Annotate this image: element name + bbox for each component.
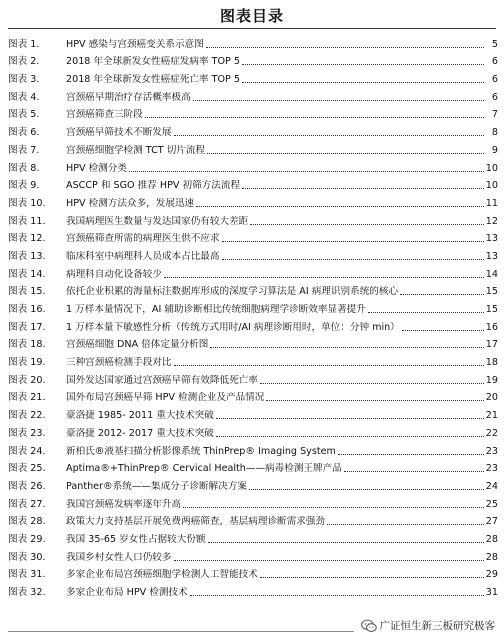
toc-leader-dots: [216, 418, 484, 419]
toc-entry[interactable]: [8, 104, 498, 122]
toc-entry[interactable]: [8, 68, 498, 86]
toc-entry[interactable]: [8, 139, 498, 157]
toc-leader-dots: [327, 524, 484, 525]
toc-entry-title: 病理科自动化设备较少: [66, 268, 162, 280]
toc-entry[interactable]: [8, 157, 498, 175]
toc-entry[interactable]: [8, 316, 498, 334]
toc-entry-label: 图表 15.: [8, 286, 46, 298]
toc-leader-dots: [242, 188, 484, 189]
toc-entry-title: 多家企业布局 HPV 检测技术: [66, 587, 188, 598]
toc-entry-label: 图表 32.: [8, 587, 46, 598]
toc-leader-dots: [129, 171, 484, 172]
toc-entry[interactable]: [8, 210, 498, 228]
toc-entry-title: 国外发达国家通过宫颈癌早筛有效降低死亡率: [66, 374, 258, 386]
toc-entry-label: 图表 24.: [8, 445, 46, 457]
toc-entry-title: 1 万样本量下敏感性分析（传统方式用时/AI 病理诊断用时，单位：分钟 min）: [66, 321, 400, 333]
toc-entry-label: 图表 30.: [8, 551, 46, 563]
toc-entry-title: 2018 年全球新发女性癌症发病率 TOP 5: [66, 56, 240, 68]
toc-entry-page: 12: [485, 215, 498, 227]
toc-entry[interactable]: [8, 528, 498, 546]
toc-leader-dots: [250, 224, 484, 225]
toc-entry-label: 图表 2.: [8, 56, 40, 68]
toc-leader-dots: [402, 330, 484, 331]
toc-entry-title: 豪洛捷 2012- 2017 重大技术突破: [66, 427, 214, 439]
toc-leader-dots: [207, 153, 484, 154]
toc-entry[interactable]: [8, 564, 498, 582]
toc-entry[interactable]: [8, 458, 498, 476]
toc-leader-dots: [368, 312, 484, 313]
toc-entry-label: 图表 5.: [8, 109, 40, 121]
toc-entry-label: 图表 8.: [8, 162, 40, 174]
toc-entry-title: 宫颈癌早筛技术不断发展: [66, 127, 172, 139]
toc-list: [8, 33, 498, 599]
toc-leader-dots: [260, 577, 484, 578]
toc-entry-title: 国外布局宫颈癌早筛 HPV 检测企业及产品情况: [66, 392, 265, 404]
toc-entry-title: 我国宫颈癌发病率逐年升高: [66, 498, 182, 510]
toc-entry[interactable]: [8, 475, 498, 493]
toc-leader-dots: [249, 489, 484, 490]
toc-leader-dots: [145, 117, 484, 118]
toc-entry[interactable]: [8, 263, 498, 281]
toc-leader-dots: [190, 595, 484, 596]
toc-entry-page: 15: [485, 304, 498, 315]
toc-entry-page: 14: [485, 268, 498, 280]
toc-entry-page: 17: [485, 339, 498, 351]
toc-entry-label: 图表 11.: [8, 215, 46, 227]
toc-entry-page: 28: [485, 533, 498, 545]
toc-entry[interactable]: [8, 369, 498, 387]
toc-entry-label: 图表 12.: [8, 233, 46, 245]
toc-entry-page: 7: [491, 109, 498, 121]
toc-entry[interactable]: [8, 581, 498, 599]
toc-entry-title: 我国 35-65 岁女性占据较大份额: [66, 533, 206, 545]
toc-entry-label: 图表 14.: [8, 268, 46, 280]
toc-entry-title: 我国乡村女性人口仍较多: [66, 551, 172, 563]
toc-entry[interactable]: [8, 351, 498, 369]
toc-entry[interactable]: [8, 440, 498, 458]
toc-entry[interactable]: [8, 281, 498, 299]
toc-entry[interactable]: [8, 422, 498, 440]
toc-entry[interactable]: [8, 245, 498, 263]
toc-entry-page: 6: [491, 74, 498, 86]
toc-entry-page: 6: [491, 91, 498, 103]
toc-entry-page: 20: [485, 392, 498, 404]
page-title: 图表目录: [219, 7, 284, 25]
toc-leader-dots: [400, 294, 484, 295]
toc-leader-dots: [242, 64, 484, 65]
toc-leader-dots: [210, 347, 483, 348]
toc-leader-dots: [174, 560, 484, 561]
toc-entry-page: 29: [485, 569, 498, 581]
toc-entry-label: 图表 1.: [8, 38, 40, 50]
toc-leader-dots: [164, 277, 484, 278]
toc-entry-label: 图表 26.: [8, 480, 46, 492]
toc-entry-page: 22: [485, 427, 498, 439]
toc-entry-page: 15: [485, 286, 498, 298]
toc-entry-title: 宫颈癌筛查所需的病理医生供不应求: [66, 233, 220, 245]
toc-entry-title: 宫颈癌早期治疗存活概率极高: [66, 91, 191, 103]
toc-entry-page: 19: [485, 374, 498, 386]
toc-entry[interactable]: [8, 228, 498, 246]
toc-leader-dots: [260, 383, 484, 384]
toc-entry-label: 图表 7.: [8, 144, 40, 156]
toc-leader-dots: [242, 82, 484, 83]
toc-entry-title: 宫颈癌筛查三阶段: [66, 109, 143, 121]
toc-leader-dots: [338, 454, 484, 455]
toc-entry-page: 23: [485, 463, 498, 475]
toc-entry-title: 2018 年全球新发女性癌症死亡率 TOP 5: [66, 74, 240, 86]
toc-entry-page: 5: [491, 38, 498, 50]
toc-entry-label: 图表 22.: [8, 410, 46, 422]
toc-leader-dots: [208, 542, 484, 543]
toc-entry-page: 8: [491, 127, 498, 139]
toc-entry-title: HPV 检测方法众多，发展迅速: [66, 197, 195, 209]
toc-entry-label: 图表 20.: [8, 374, 46, 386]
toc-entry-title: 豪洛捷 1985- 2011 重大技术突破: [66, 410, 214, 422]
toc-entry-page: 10: [485, 180, 498, 192]
toc-entry-label: 图表 23.: [8, 427, 46, 439]
toc-entry-title: 1 万样本量情况下，AI 辅助诊断相比传统细胞病理学诊断效率显著提升: [66, 304, 366, 315]
toc-entry-label: 图表 10.: [8, 197, 46, 209]
toc-entry-title: Panther®系统——集成分子诊断解决方案: [66, 480, 247, 492]
toc-entry-title: 多家企业布局宫颈癌细胞学检测人工智能技术: [66, 569, 258, 581]
toc-entry-label: 图表 28.: [8, 516, 46, 528]
toc-leader-dots: [266, 400, 483, 401]
toc-entry-label: 图表 18.: [8, 339, 46, 351]
toc-entry[interactable]: [8, 33, 498, 51]
toc-entry-label: 图表 25.: [8, 463, 46, 475]
toc-entry-page: 23: [485, 445, 498, 457]
toc-entry-page: 6: [491, 56, 498, 68]
toc-entry[interactable]: [8, 175, 498, 193]
toc-entry-title: HPV 检测分类: [66, 162, 127, 174]
toc-leader-dots: [183, 507, 484, 508]
watermark-text: 广证恒生新三板研究极客: [379, 620, 495, 632]
toc-entry-label: 图表 29.: [8, 533, 46, 545]
toc-entry-title: 我国病理医生数量与发达国家仍有较大差距: [66, 215, 249, 227]
toc-entry[interactable]: [8, 86, 498, 104]
toc-entry-label: 图表 19.: [8, 357, 46, 369]
toc-leader-dots: [174, 135, 484, 136]
toc-entry-label: 图表 21.: [8, 392, 46, 404]
toc-entry-page: 13: [485, 233, 498, 245]
toc-entry[interactable]: [8, 334, 498, 352]
toc-entry-label: 图表 9.: [8, 180, 40, 192]
toc-entry-page: 27: [485, 516, 498, 528]
toc-leader-dots: [206, 47, 484, 48]
toc-leader-dots: [193, 100, 484, 101]
toc-entry-title: ASCCP 和 SGO 推荐 HPV 初筛方法流程: [66, 180, 241, 192]
toc-leader-dots: [222, 259, 484, 260]
toc-leader-dots: [196, 206, 484, 207]
toc-entry-page: 18: [485, 357, 498, 369]
toc-entry-title: 宫颈癌细胞学检测 TCT 切片流程: [66, 144, 206, 156]
toc-entry-title: HPV 感染与宫颈癌变关系示意图: [66, 38, 204, 50]
toc-entry[interactable]: [8, 387, 498, 405]
toc-entry-label: 图表 4.: [8, 91, 40, 103]
toc-entry[interactable]: [8, 121, 498, 139]
toc-entry-page: 9: [491, 144, 498, 156]
toc-entry-title: 宫颈癌细胞 DNA 倍体定量分析图: [66, 339, 209, 351]
bottom-divider: [8, 631, 354, 632]
toc-leader-dots: [344, 471, 484, 472]
toc-entry-label: 图表 31.: [8, 569, 46, 581]
toc-entry-page: 25: [485, 498, 498, 510]
title-divider: [8, 28, 496, 29]
toc-entry[interactable]: [8, 192, 498, 210]
toc-entry[interactable]: [8, 298, 498, 316]
toc-entry[interactable]: [8, 51, 498, 69]
toc-entry-label: 图表 17.: [8, 321, 46, 333]
toc-entry[interactable]: [8, 493, 498, 511]
toc-entry-page: 24: [485, 480, 498, 492]
toc-entry[interactable]: [8, 546, 498, 564]
toc-entry-label: 图表 3.: [8, 74, 40, 86]
toc-leader-dots: [174, 365, 484, 366]
toc-entry-label: 图表 16.: [8, 304, 46, 315]
toc-entry-page: 16: [485, 321, 498, 333]
toc-entry[interactable]: [8, 404, 498, 422]
toc-entry-label: 图表 6.: [8, 127, 40, 139]
watermark: [358, 616, 499, 635]
toc-entry-page: 13: [485, 250, 498, 262]
toc-entry-label: 图表 13.: [8, 250, 46, 262]
wechat-icon: [361, 619, 377, 633]
toc-entry-page: 31: [485, 587, 498, 598]
toc-entry-page: 11: [485, 197, 498, 209]
toc-entry-title: 临床科室中病理科人员成本占比最高: [66, 250, 220, 262]
toc-leader-dots: [222, 241, 484, 242]
toc-entry-title: Aptima®+ThinPrep® Cervical Health——病毒检测王牌产品: [66, 463, 342, 475]
toc-entry-title: 依托企业积累的海量标注数据库形成的深度学习算法是 AI 病理识别系统的核心: [66, 286, 399, 298]
toc-entry-title: 政策大力支持基层开展免费两癌筛查，基层病理诊断需求强劲: [66, 516, 326, 528]
toc-entry-page: 28: [485, 551, 498, 563]
toc-entry[interactable]: [8, 511, 498, 529]
toc-leader-dots: [216, 436, 484, 437]
toc-entry-title: 新柏氏®液基扫描分析影像系统 ThinPrep® Imaging System: [66, 445, 336, 457]
toc-entry-title: 三种宫颈癌检测手段对比: [66, 357, 172, 369]
toc-entry-label: 图表 27.: [8, 498, 46, 510]
toc-entry-page: 10: [485, 162, 498, 174]
toc-entry-page: 21: [485, 410, 498, 422]
